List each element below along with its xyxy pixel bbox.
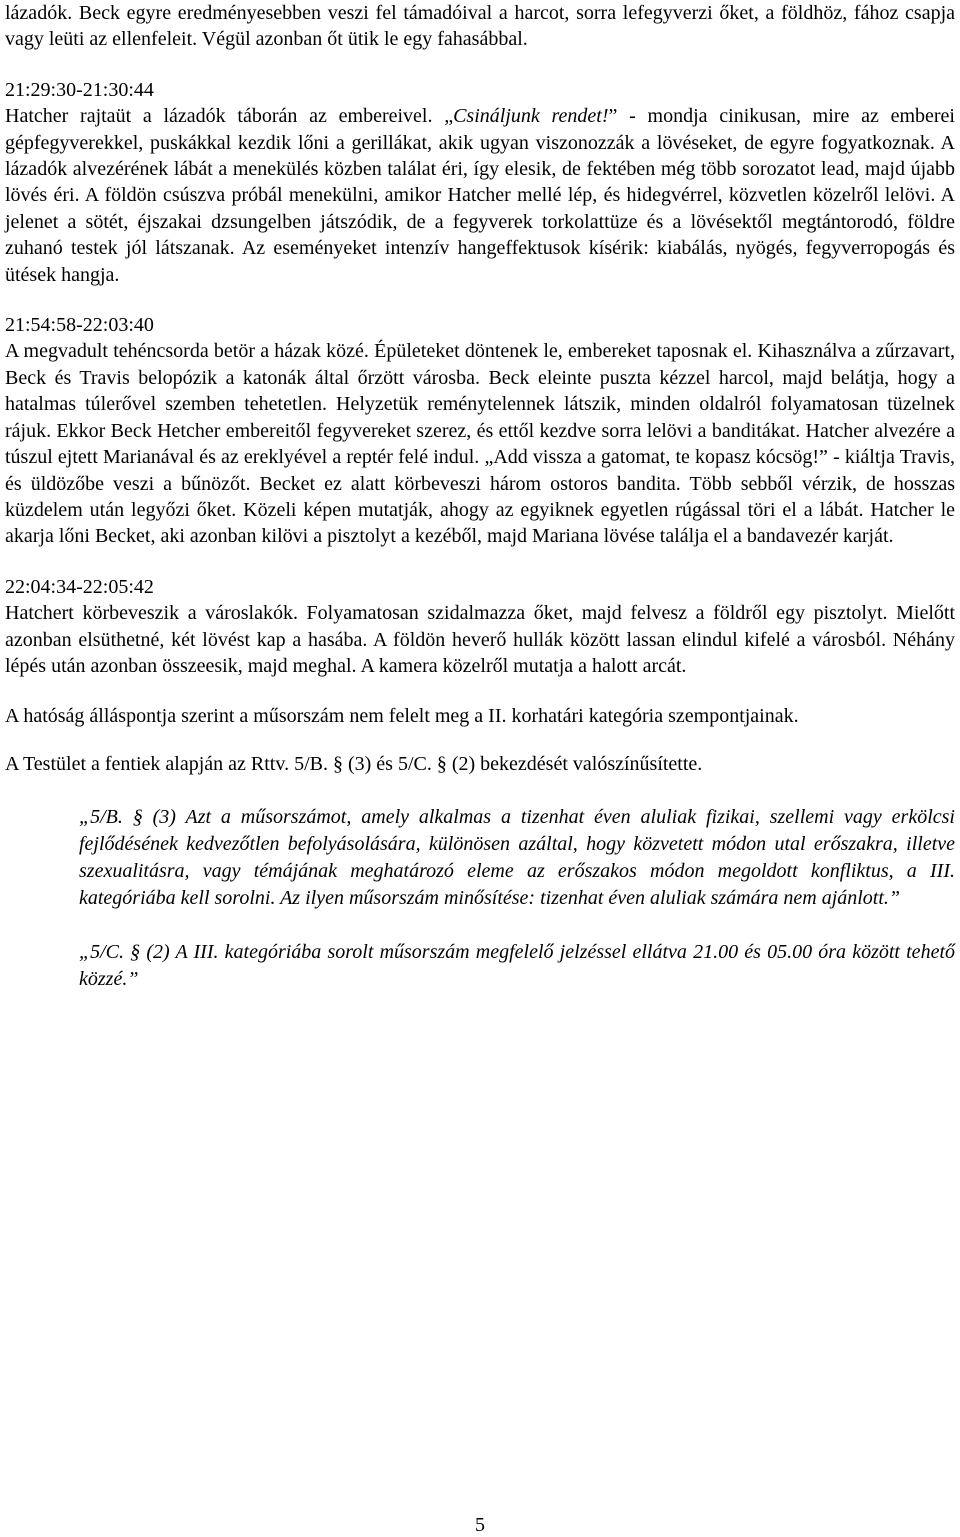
page-number: 5 [475, 1514, 485, 1536]
legal-basis: A Testület a fentiek alapján az Rttv. 5/B. § (3) és 5/C. § (2) bekezdését valószínűsítette. [5, 752, 703, 775]
intro-paragraph: lázadók. Beck egyre eredményesebben veszi fel támadóival a harcot, sorra lefegyverzi őket, a földhöz, fához csapja vagy leüti az ellenfeleit. Végül azonban őt ütik le egy fahasábbal. [5, 2, 955, 51]
scene-timecode: 22:04:34-22:05:42 [5, 575, 154, 598]
scene-text-before-quote: Hatcher rajtaüt a lázadók táborán az embereivel. „ [5, 105, 454, 128]
scene-timecode: 21:29:30-21:30:44 [5, 78, 154, 101]
scene-quote: Csináljunk rendet! [453, 105, 609, 128]
scene-text-after-quote: ” - mondja cinikusan, mire az emberei gépfegyverekkel, puskákkal kezdik lőni a gerillákat, akik ugyan viszonozzák a lövéseket, de egyre fogyatkoznak. A lázadók alvezérének lábát a menekülés közben találat éri, így elesik, de fektében még több sorozatot lead, majd újabb lövés éri. A földön csúszva próbál menekülni, amikor Hatcher mellé lép, és hidegvérrel, közvetlen közelről lelövi. A jelenet a sötét, éjszakai dzsungelben játszódik, de a fegyverek torkolattüze és a lövésektől megtántorodó, földre zuhanó testek jól látszanak. Az eseményeket intenzív hangeffektusok kísérik: kiabálás, nyögés, fegyverropogás és ütések hangja. [5, 105, 955, 286]
legal-quote-5c: „5/C. § (2) A III. kategóriába sorolt műsorszám megfelelő jelzéssel ellátva 21.00 és 05.00 óra között tehető közzé.” [79, 941, 955, 991]
authority-finding: A hatóság álláspontja szerint a műsorszám nem felelt meg a II. korhatári kategória szempontjainak. [5, 705, 799, 728]
scene-description [5, 103, 955, 288]
legal-quote-5b: „5/B. § (3) Azt a műsorszámot, amely alkalmas a tizenhat éven aluliak fizikai, szellemi vagy erkölcsi fejlődésének kedvezőtlen befolyásolására, különösen azáltal, hogy közvetett módon utal erőszakra, illetve szexualitásra, vagy témájának meghatározó eleme az erőszakos módon megoldott konfliktus, a III. kategóriába kell sorolni. Az ilyen műsorszám minősítése: tizenhat éven aluliak számára nem ajánlott.” [79, 806, 955, 910]
scene-timecode: 21:54:58-22:03:40 [5, 314, 154, 337]
scene-description: A megvadult tehéncsorda betör a házak közé. Épületeket döntenek le, embereket taposnak el. Kihasználva a zűrzavart, Beck és Travis belopózik a katonák által őrzött városba. Beck eleinte puszta kézzel harcol, majd belátja, hogy a hatalmas túlerővel szemben tehetetlen. Helyzetük reménytelennek látszik, minden oldalról folyamatosan tüzelnek rájuk. Ekkor Beck Hetcher embereitől fegyvereket szerez, és ettől kezdve sorra lelövi a banditákat. Hatcher alvezére a túszul ejtett Marianával és az ereklyével a reptér felé indul. „Add vissza a gatomat, te kopasz kócsög!” - kiáltja Travis, és üldözőbe veszi a bűnözőt. Becket ez alatt körbeveszi három ostoros bandita. Több sebből vérzik, de hosszas küzdelem után legyőzi őket. Közeli képen mutatják, ahogy az egyiknek egyetlen rúgással töri el a lábát. Hatcher le akarja lőni Becket, aki azonban kilövi a pisztolyt a kezéből, majd Mariana lövése találja el a bandavezér karját. [5, 340, 955, 548]
document-page [5, 0, 955, 993]
scene-description: Hatchert körbeveszik a városlakók. Folyamatosan szidalmazza őket, majd felvesz a földről egy pisztolyt. Mielőtt azonban elsüthetné, két lövést kap a hasába. A földön heverő hullák között lassan elindul kifelé a városból. Néhány lépés után azonban összeesik, majd meghal. A kamera közelről mutatja a halott arcát. [5, 602, 955, 677]
